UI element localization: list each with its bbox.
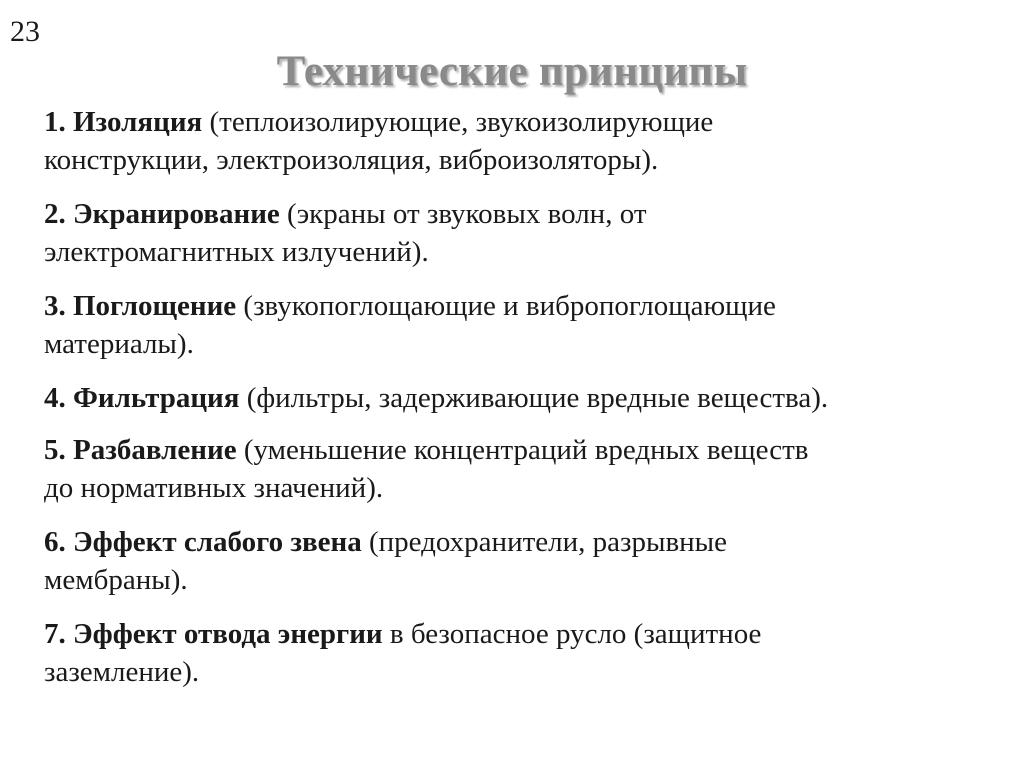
item-description-continued: материалы).	[44, 328, 194, 360]
item-description: (предохранители, разрывные	[368, 526, 728, 558]
item-term: Эффект отвода энергии	[73, 618, 383, 650]
item-description: (фильтры, задерживающие вредные вещества).	[246, 382, 829, 414]
principles-list	[44, 103, 1004, 707]
item-number: 7.	[44, 618, 66, 650]
slide-number: 23	[10, 15, 40, 48]
item-term: Разбавление	[73, 434, 237, 466]
item-term: Фильтрация	[73, 382, 240, 414]
list-item-energy-diversion	[44, 615, 1004, 691]
item-number: 4.	[44, 382, 66, 414]
list-item-shielding	[44, 195, 1004, 271]
item-description-continued: конструкции, электроизоляция, виброизоляторы).	[44, 144, 659, 176]
item-description: (звукопоглощающие и вибропоглощающие	[243, 290, 776, 322]
list-item-absorption	[44, 287, 1004, 363]
item-description: (экраны от звуковых волн, от	[287, 198, 647, 230]
item-term: Экранирование	[73, 198, 280, 230]
item-term: Поглощение	[73, 290, 237, 322]
item-number: 1.	[44, 106, 66, 138]
list-item-weak-link	[44, 523, 1004, 599]
item-description-continued: заземление).	[44, 656, 200, 688]
slide-title: Технические принципы	[276, 48, 748, 95]
item-description-continued: до нормативных значений).	[44, 472, 384, 504]
item-number: 5.	[44, 434, 66, 466]
item-number: 2.	[44, 198, 66, 230]
item-description: в безопасное русло (защитное	[389, 618, 762, 650]
item-description-continued: мембраны).	[44, 564, 188, 596]
item-number: 6.	[44, 526, 66, 558]
list-item-dilution	[44, 431, 1004, 507]
list-item-isolation	[44, 103, 1004, 179]
item-term: Эффект слабого звена	[73, 526, 362, 558]
item-description: (уменьшение концентраций вредных веществ	[243, 434, 809, 466]
item-description-continued: электромагнитных излучений).	[44, 236, 429, 268]
item-description: (теплоизолирующие, звукоизолирующие	[209, 106, 714, 138]
item-number: 3.	[44, 290, 66, 322]
item-term: Изоляция	[73, 106, 203, 138]
list-item-filtration	[44, 379, 1004, 417]
